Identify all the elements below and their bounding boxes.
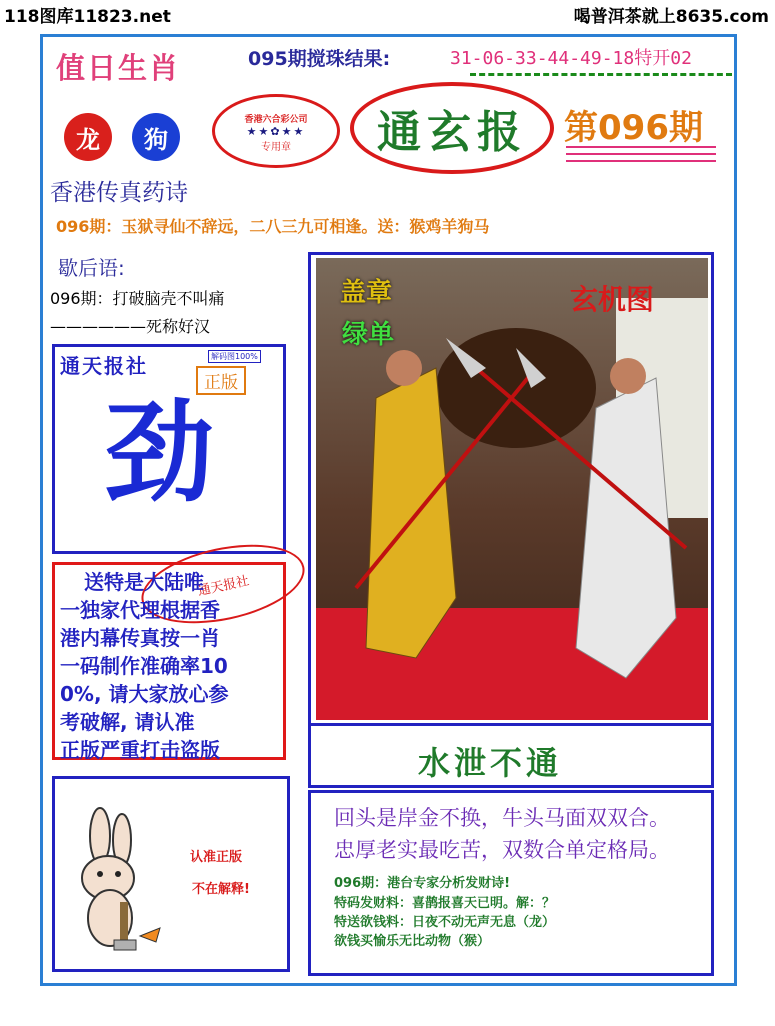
promo-line-1: 送特是大陆唯 xyxy=(84,570,204,594)
special-send-line: 特送欲钱料：日夜不动无声无息（龙） xyxy=(334,915,556,930)
poem-line: 096期：玉狱寻仙不辞远，二八三九可相逢。送：猴鸡羊狗马 xyxy=(56,217,490,236)
site-name-left[interactable]: 118图库11823.net xyxy=(4,7,171,27)
rabbit-illustration-icon xyxy=(60,806,170,956)
promo-line-6: 考破解, 请认准 xyxy=(60,710,195,734)
zodiac-of-day-label: 值日生肖 xyxy=(56,51,181,85)
promo-line-2: 一独家代理根据香 xyxy=(60,598,220,622)
section-subtitle: 香港传真药诗 xyxy=(50,180,188,206)
promo-line-5: 0%, 请大家放心参 xyxy=(60,682,229,706)
seal-top-text: 香港六合彩公司 xyxy=(244,114,308,125)
seal-stars: ★★✿★★ xyxy=(246,124,306,138)
genuine-note: 认准正版 xyxy=(190,850,243,865)
xiehouyu-line-1: 096期：打破脑壳不叫痛 xyxy=(50,289,225,308)
issue-number: 第096期 xyxy=(564,108,703,148)
result-underline xyxy=(470,73,732,76)
no-explain-note: 不在解释! xyxy=(192,882,250,897)
promo-line-3: 港内幕传真按一肖 xyxy=(60,626,220,650)
expert-analysis-line: 096期：港台专家分析发财诗! xyxy=(334,876,511,891)
org-red-seal: 通天报社 xyxy=(134,532,311,637)
mystery-chart-label: 玄机图 xyxy=(570,283,655,316)
company-seal xyxy=(212,94,340,168)
site-name-right[interactable]: 喝普洱茶就上8635.com xyxy=(573,7,769,27)
verse-line-1: 回头是岸金不换，牛头马面双双合。 xyxy=(334,806,670,830)
xiehouyu-line-2: ——————死称好汉 xyxy=(50,317,211,336)
xiehouyu-title: 歇后语: xyxy=(58,256,125,280)
zodiac-dragon-badge: 龙 xyxy=(64,113,112,161)
paper-title: 通玄报 xyxy=(350,82,554,174)
draw-result-numbers: 31-06-33-44-49-18特开02 xyxy=(450,48,692,69)
org-name: 通天报社 xyxy=(60,354,148,378)
green-sheet-label: 绿单 xyxy=(342,320,395,350)
big-character: 劲 xyxy=(104,389,214,517)
issue-underlines xyxy=(566,146,716,167)
zodiac-dog-badge: 狗 xyxy=(132,113,180,161)
stamp-label: 盖章 xyxy=(340,278,393,308)
idiom-text: 水泄不通 xyxy=(418,744,563,782)
decode-small-label: 解码图100% xyxy=(208,350,261,363)
seal-bottom-text: 专用章 xyxy=(261,141,291,153)
promo-line-4: 一码制作准确率10 xyxy=(60,654,228,678)
draw-result-label: 095期搅珠结果: xyxy=(248,48,391,70)
promo-line-7: 正版严重打击盗版 xyxy=(60,738,220,762)
want-money-line: 欲钱买愉乐无比动物（猴） xyxy=(334,934,491,949)
special-code-line: 特码发财料：喜鹊报喜天已明。解：？ xyxy=(334,896,556,911)
verse-line-2: 忠厚老实最吃苦，双数合单定格局。 xyxy=(334,838,670,862)
genuine-stamp: 正版 xyxy=(196,366,246,395)
